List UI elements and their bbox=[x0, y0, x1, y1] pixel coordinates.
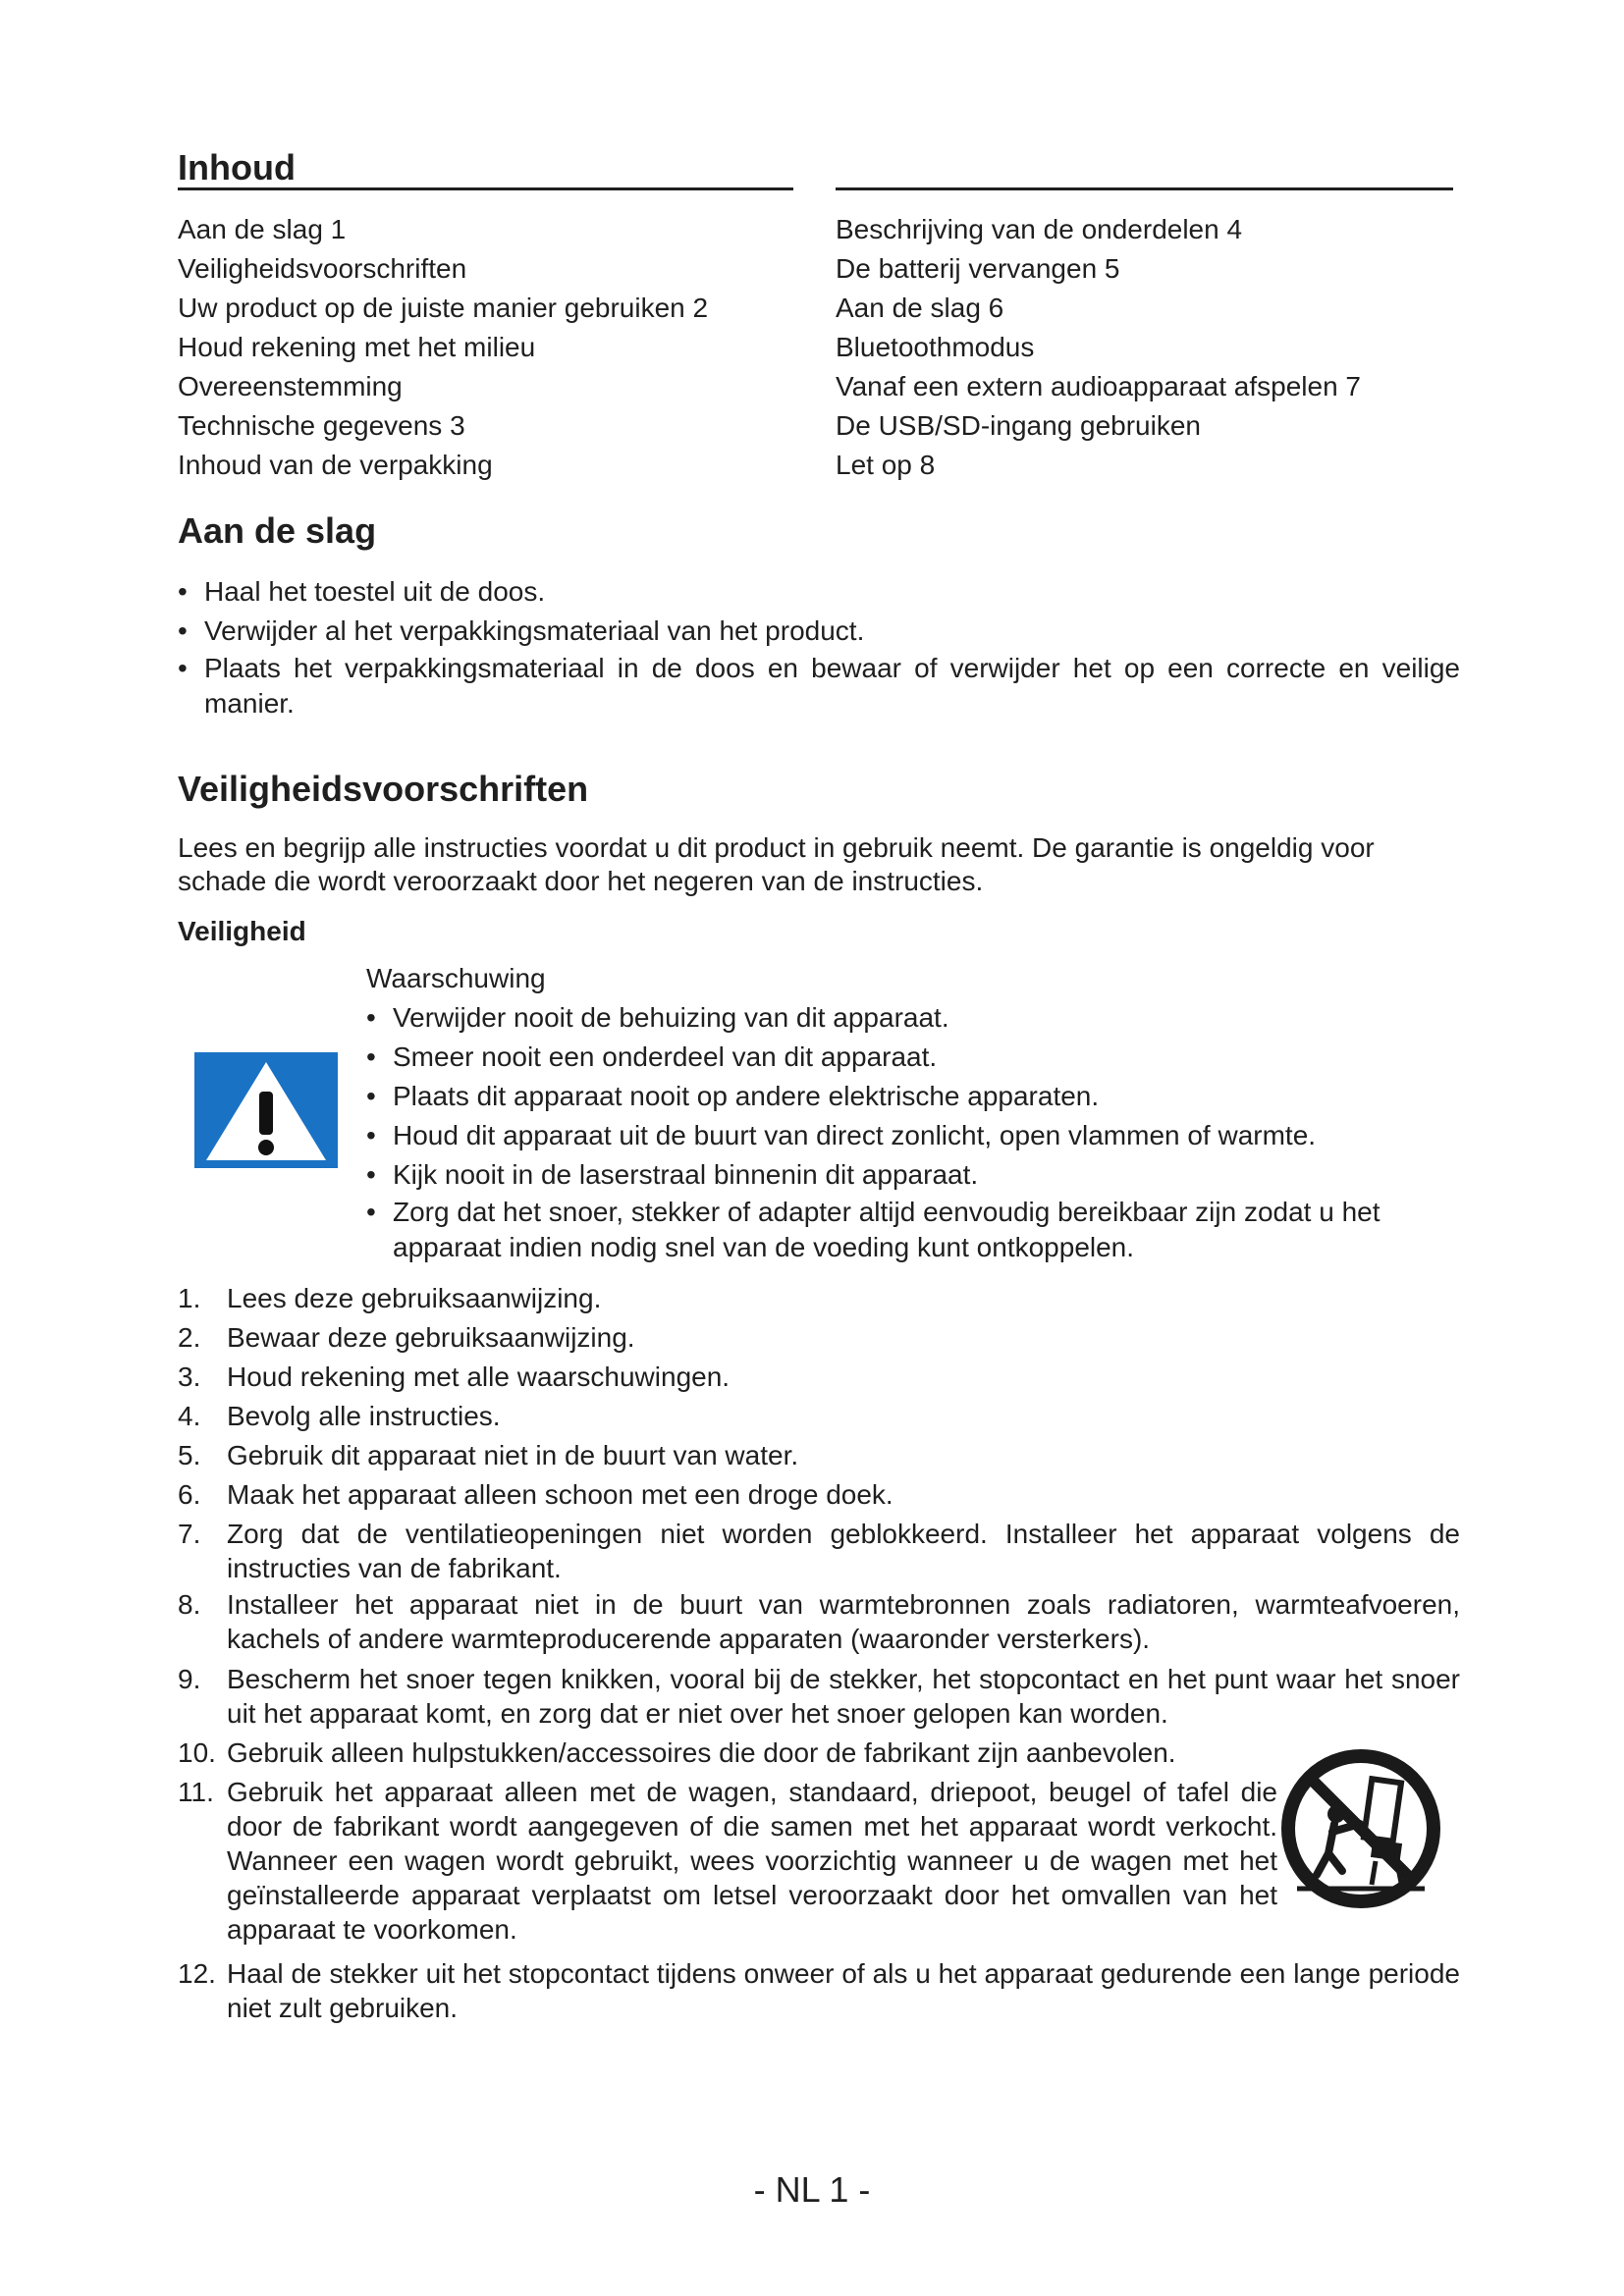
list-item bbox=[178, 1320, 1460, 1355]
cart-tip-over-warning-icon bbox=[1277, 1745, 1444, 1912]
item-text: Lees deze gebruiksaanwijzing. bbox=[227, 1283, 602, 1313]
list-item bbox=[178, 1399, 1460, 1433]
item-number: 9. bbox=[178, 1664, 201, 1694]
toc-entry: Technische gegevens 3 bbox=[178, 410, 465, 441]
item-number: 3. bbox=[178, 1362, 201, 1392]
toc-entry: Bluetoothmodus bbox=[836, 332, 1035, 362]
toc-entry: Veiligheidsvoorschriften bbox=[178, 253, 467, 284]
list-item bbox=[178, 1477, 1460, 1512]
item-number: 5. bbox=[178, 1440, 201, 1470]
item-number: 6. bbox=[178, 1479, 201, 1510]
item-number: 10. bbox=[178, 1737, 216, 1768]
list-item bbox=[178, 1587, 1460, 1656]
list-item bbox=[178, 1956, 1460, 2025]
toc-entry: Inhoud van de verpakking bbox=[178, 450, 493, 480]
list-item bbox=[178, 1438, 1460, 1472]
list-item: • Plaats dit apparaat nooit op andere elektrische apparaten. bbox=[366, 1077, 1436, 1116]
item-number: 12. bbox=[178, 1958, 216, 1989]
list-item bbox=[178, 1775, 1277, 1947]
warning-triangle-icon bbox=[194, 1052, 338, 1168]
list-item: • Haal het toestel uit de doos. bbox=[178, 572, 1460, 612]
getting-started-list bbox=[178, 572, 1460, 721]
toc-entry: Let op 8 bbox=[836, 450, 936, 480]
toc-left-column bbox=[178, 210, 708, 485]
toc-right-column bbox=[836, 210, 1361, 485]
toc-entry: Aan de slag 1 bbox=[178, 214, 347, 244]
toc-entry: De batterij vervangen 5 bbox=[836, 253, 1120, 284]
list-item: • Verwijder al het verpakkingsmateriaal van het product. bbox=[178, 612, 1460, 651]
item-text: Houd rekening met alle waarschuwingen. bbox=[227, 1362, 731, 1392]
item-text: Bescherm het snoer tegen knikken, vooral bij de stekker, het stopcontact en het punt waar het snoer uit het apparaat komt, en zorg dat er niet over het snoer gelopen kan worden. bbox=[227, 1664, 1460, 1729]
item-number: 4. bbox=[178, 1401, 201, 1431]
item-text: Maak het apparaat alleen schoon met een droge doek. bbox=[227, 1479, 893, 1510]
item-text: Zorg dat de ventilatieopeningen niet worden geblokkeerd. Installeer het apparaat volgens de instructies van de fabrikant. bbox=[227, 1519, 1460, 1583]
list-item: • Verwijder nooit de behuizing van dit apparaat. bbox=[366, 998, 1436, 1038]
toc-entry: Vanaf een extern audioapparaat afspelen 7 bbox=[836, 371, 1362, 401]
item-text: Bewaar deze gebruiksaanwijzing. bbox=[227, 1322, 635, 1353]
toc-entry: Overeenstemming bbox=[178, 371, 403, 401]
item-text: Gebruik het apparaat alleen met de wagen, standaard, driepoot, beugel of tafel die door de fabrikant wordt aangegeven of die samen met het apparaat wordt verkocht. Wanneer een wagen wordt gebruikt, wees voorzichtig wanneer u de wagen met het geïnstalleerde apparaat verplaatst om letsel veroorzaakt door het omvallen van het apparaat te voorkomen. bbox=[227, 1777, 1277, 1945]
list-item: • Houd dit apparaat uit de buurt van direct zonlicht, open vlammen of warmte. bbox=[366, 1116, 1436, 1155]
toc-entry: Uw product op de juiste manier gebruiken 2 bbox=[178, 293, 709, 323]
item-number: 2. bbox=[178, 1322, 201, 1353]
toc-title-rule bbox=[178, 187, 793, 190]
item-number: 11. bbox=[178, 1777, 214, 1807]
item-text: Bevolg alle instructies. bbox=[227, 1401, 501, 1431]
toc-entry: Houd rekening met het milieu bbox=[178, 332, 536, 362]
getting-started-heading: Aan de slag bbox=[178, 510, 377, 551]
item-number: 1. bbox=[178, 1283, 201, 1313]
safety-subheading: Veiligheid bbox=[178, 916, 306, 946]
toc-entry: De USB/SD-ingang gebruiken bbox=[836, 410, 1201, 441]
list-item: • Zorg dat het snoer, stekker of adapter altijd eenvoudig bereikbaar zijn zodat u het apparaat indien nodig snel van de voeding kunt ontkoppelen. bbox=[366, 1195, 1436, 1265]
toc-entry: Aan de slag 6 bbox=[836, 293, 1004, 323]
list-item bbox=[178, 1360, 1460, 1394]
list-item bbox=[178, 1281, 1460, 1315]
list-item bbox=[178, 1662, 1460, 1731]
list-item bbox=[178, 1735, 1460, 1770]
warning-list bbox=[366, 998, 1436, 1265]
list-item bbox=[178, 1517, 1460, 1585]
item-number: 8. bbox=[178, 1589, 201, 1620]
safety-heading: Veiligheidsvoorschriften bbox=[178, 769, 589, 809]
page-number: - NL 1 - bbox=[753, 2169, 871, 2210]
toc-right-rule bbox=[836, 187, 1453, 190]
list-item: • Smeer nooit een onderdeel van dit apparaat. bbox=[366, 1038, 1436, 1077]
list-item: • Plaats het verpakkingsmateriaal in de doos en bewaar of verwijder het op een correcte en veilige manier. bbox=[178, 651, 1460, 721]
item-text: Gebruik alleen hulpstukken/accessoires die door de fabrikant zijn aanbevolen. bbox=[227, 1737, 1176, 1768]
item-text: Gebruik dit apparaat niet in de buurt van water. bbox=[227, 1440, 799, 1470]
item-text: Installeer het apparaat niet in de buurt van warmtebronnen zoals radiatoren, warmteafvoeren, kachels of andere warmteproducerende apparaten (waaronder versterkers). bbox=[227, 1589, 1460, 1654]
item-number: 7. bbox=[178, 1519, 201, 1549]
item-text: Haal de stekker uit het stopcontact tijdens onweer of als u het apparaat gedurende een lange periode niet zult gebruiken. bbox=[227, 1958, 1460, 2023]
list-item: • Kijk nooit in de laserstraal binnenin dit apparaat. bbox=[366, 1155, 1436, 1195]
warning-title: Waarschuwing bbox=[366, 963, 546, 993]
safety-intro: Lees en begrijp alle instructies voordat u dit product in gebruik neemt. De garantie is ongeldig voor schade die wordt veroorzaakt door het negeren van de instructies. bbox=[178, 832, 1375, 896]
toc-title: Inhoud bbox=[178, 147, 296, 187]
toc-entry: Beschrijving van de onderdelen 4 bbox=[836, 214, 1243, 244]
